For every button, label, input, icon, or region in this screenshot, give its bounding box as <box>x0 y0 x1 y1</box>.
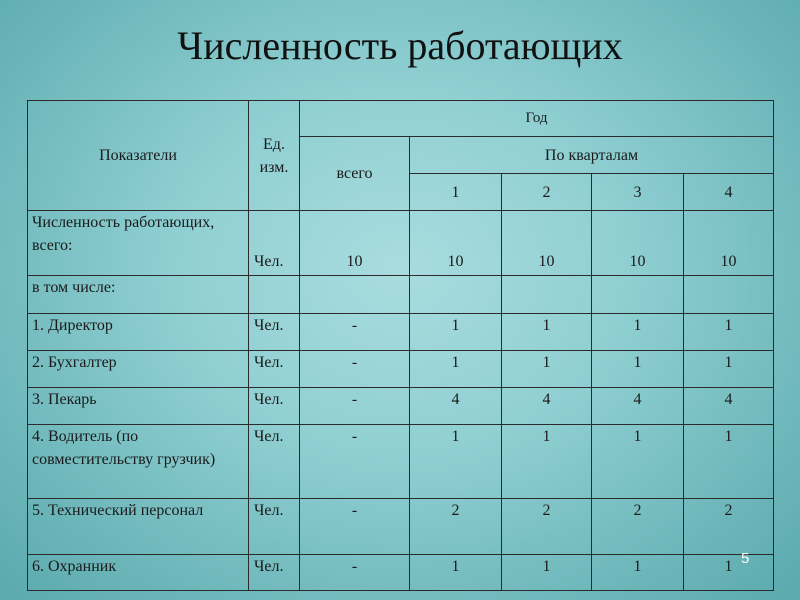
row-q4: 1 <box>684 314 774 351</box>
row-label: Численность работающих, всего: <box>28 211 249 276</box>
row-q1: 10 <box>410 211 502 276</box>
slide-number: 5 <box>741 550 750 567</box>
row-label: в том числе: <box>28 276 249 314</box>
header-quarter-4: 4 <box>684 174 774 211</box>
row-q1: 1 <box>410 555 502 591</box>
row-unit: Чел. <box>249 499 300 555</box>
row-label: 6. Охранник <box>28 555 249 591</box>
row-q1: 1 <box>410 314 502 351</box>
row-total <box>300 276 410 314</box>
row-total: - <box>300 555 410 591</box>
row-unit: Чел. <box>249 211 300 276</box>
row-q2: 10 <box>502 211 592 276</box>
row-total: 10 <box>300 211 410 276</box>
row-q3: 1 <box>592 555 684 591</box>
row-q1 <box>410 276 502 314</box>
row-unit: Чел. <box>249 388 300 425</box>
row-q1: 2 <box>410 499 502 555</box>
row-q4: 4 <box>684 388 774 425</box>
header-total: всего <box>300 137 410 211</box>
row-q3: 1 <box>592 425 684 499</box>
row-q3: 1 <box>592 351 684 388</box>
row-label: 4. Водитель (по совместительству грузчик) <box>28 425 249 499</box>
row-total: - <box>300 388 410 425</box>
row-total: - <box>300 425 410 499</box>
row-unit: Чел. <box>249 351 300 388</box>
table-row <box>28 211 774 276</box>
row-q3 <box>592 276 684 314</box>
staff-table <box>27 100 774 591</box>
table-row <box>28 351 774 388</box>
row-q3: 4 <box>592 388 684 425</box>
row-q2 <box>502 276 592 314</box>
header-quarter-2: 2 <box>502 174 592 211</box>
row-unit: Чел. <box>249 555 300 591</box>
row-q4: 1 <box>684 425 774 499</box>
row-q1: 4 <box>410 388 502 425</box>
header-by-quarters: По кварталам <box>410 137 774 174</box>
row-q4: 1 <box>684 351 774 388</box>
row-q4: 2 <box>684 499 774 555</box>
header-year: Год <box>300 101 774 137</box>
row-q2: 1 <box>502 314 592 351</box>
row-q2: 1 <box>502 425 592 499</box>
row-q2: 1 <box>502 555 592 591</box>
row-unit: Чел. <box>249 314 300 351</box>
table-row <box>28 425 774 499</box>
row-total: - <box>300 351 410 388</box>
row-q3: 1 <box>592 314 684 351</box>
row-q4: 1 <box>684 555 774 591</box>
row-q2: 4 <box>502 388 592 425</box>
slide-title: Численность работающих <box>177 23 623 68</box>
row-unit <box>249 276 300 314</box>
row-q2: 1 <box>502 351 592 388</box>
row-q3: 10 <box>592 211 684 276</box>
table-row <box>28 388 774 425</box>
header-unit: Ед. изм. <box>249 101 300 211</box>
row-label: 3. Пекарь <box>28 388 249 425</box>
row-q4 <box>684 276 774 314</box>
row-total: - <box>300 314 410 351</box>
row-label: 1. Директор <box>28 314 249 351</box>
table-row <box>28 555 774 591</box>
row-q2: 2 <box>502 499 592 555</box>
row-q3: 2 <box>592 499 684 555</box>
row-unit: Чел. <box>249 425 300 499</box>
row-q1: 1 <box>410 425 502 499</box>
table-row <box>28 314 774 351</box>
row-q1: 1 <box>410 351 502 388</box>
row-total: - <box>300 499 410 555</box>
header-quarter-1: 1 <box>410 174 502 211</box>
table-row <box>28 276 774 314</box>
row-label: 2. Бухгалтер <box>28 351 249 388</box>
row-q4: 10 <box>684 211 774 276</box>
row-label: 5. Технический персонал <box>28 499 249 555</box>
table-row <box>28 499 774 555</box>
header-quarter-3: 3 <box>592 174 684 211</box>
header-indicator: Показатели <box>28 101 249 211</box>
